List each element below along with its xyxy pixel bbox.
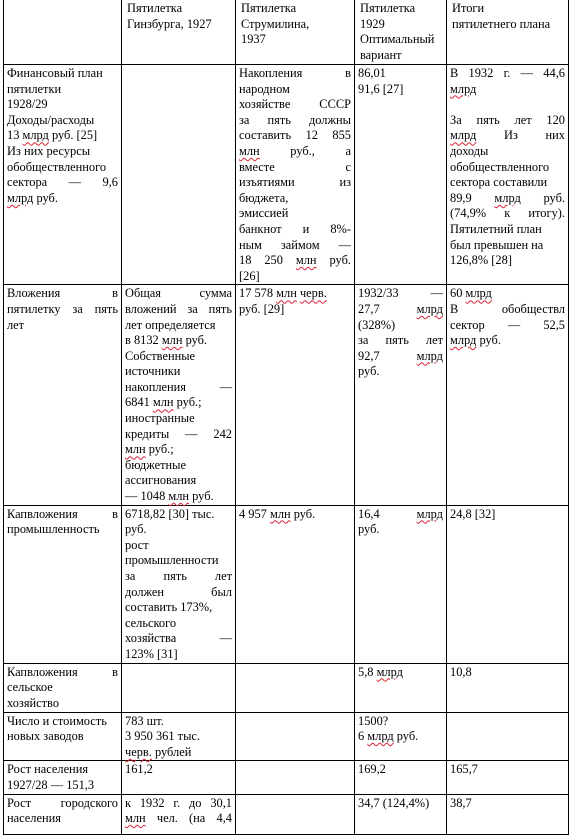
cell-line: 13 млрд руб. [25]: [7, 128, 98, 143]
cell-line: Финансовый план: [7, 66, 103, 80]
cell-line: млн руб., а: [239, 143, 351, 158]
cell-line: иностранные: [125, 411, 195, 426]
table-row: [4, 794, 569, 834]
cell-line: лет: [7, 317, 25, 332]
header-line: Итоги: [452, 1, 485, 15]
cell-line: млн руб.;: [125, 442, 174, 457]
data-cell: [355, 761, 447, 794]
header-line: Пятилетка: [127, 1, 183, 15]
cell-line: — 1048 млн руб.: [125, 489, 214, 504]
cell-line: 1928/29: [7, 97, 48, 112]
cell-line: 783 шт.: [125, 713, 164, 728]
cell-line: руб.: [358, 522, 380, 537]
cell-line: Из них ресурсы: [7, 143, 91, 158]
cell-line: 92,7 млрд: [358, 348, 443, 363]
cell-line: руб.: [358, 364, 380, 379]
cell-line: пятилетки: [7, 81, 62, 96]
cell-line: [450, 97, 565, 113]
cell-line: народном: [239, 81, 290, 96]
row-label-cell: [4, 505, 122, 663]
header-line: Пятилетка: [360, 1, 416, 15]
cell-line: Общая сумма: [125, 286, 232, 301]
table-row: [4, 712, 569, 761]
cell-line: сельского: [125, 615, 177, 630]
table-row: [4, 65, 569, 285]
cell-line: накопления —: [125, 379, 232, 394]
cell-line: в 8132 млн руб.: [125, 333, 208, 348]
data-cell: [447, 285, 569, 505]
cell-line: кредиты — 242: [125, 426, 232, 441]
cell-line: 161,2: [125, 762, 153, 777]
cell-line: Рост городского: [7, 795, 118, 810]
cell-line: к 1932 г. до 30,1: [125, 795, 232, 810]
cell-line: 91,6 [27]: [358, 81, 404, 96]
header-strumilin-1937: [236, 0, 355, 65]
cell-line: лет определяется: [125, 317, 216, 332]
header-cell-empty: [4, 0, 122, 65]
cell-line: эмиссией: [239, 206, 289, 221]
data-cell: [236, 65, 355, 285]
cell-line: 60 млрд: [450, 286, 492, 301]
row-label-cell: [4, 712, 122, 761]
cell-line: Накопления в: [239, 66, 351, 80]
cell-line: 6718,82 [30] тыс.: [125, 506, 215, 521]
cell-line: хозяйства —: [125, 631, 232, 646]
table-row: [4, 505, 569, 663]
cell-line: пятилетку за пять: [7, 301, 118, 316]
header-line: Струмилина,: [241, 16, 310, 31]
data-cell: [122, 505, 236, 663]
cell-line: млрд Из них: [450, 128, 565, 143]
row-label-cell: [4, 761, 122, 794]
cell-line: составить 173%,: [125, 600, 213, 615]
header-line: Оптимальный: [360, 32, 435, 47]
data-cell: [122, 794, 236, 834]
data-cell: [122, 285, 236, 505]
cell-line: источники: [125, 364, 181, 379]
cell-line: 126,8% [28]: [450, 253, 512, 268]
cell-line: сектора составили: [450, 175, 548, 190]
table-row: [4, 285, 569, 505]
header-1929-optimal: [355, 0, 447, 65]
cell-line: сектор — 52,5: [450, 317, 565, 332]
cell-line: Доходы/расходы: [7, 112, 95, 127]
cell-line: хозяйстве СССР: [239, 97, 351, 112]
cell-line: Рост населения: [7, 762, 89, 777]
cell-line: бюджета,: [239, 190, 289, 205]
header-ginzburg-1927: [122, 0, 236, 65]
data-cell: [236, 794, 355, 834]
cell-line: 16,4 млрд: [358, 506, 443, 521]
header-row: [4, 0, 569, 65]
header-line: пятилетнего плана: [452, 16, 551, 31]
data-cell: [447, 663, 569, 712]
cell-line: Капвложения в: [7, 664, 118, 679]
header-line: Гинзбурга, 1927: [127, 16, 212, 31]
cell-line: рост: [125, 537, 149, 552]
cell-line: 165,7: [450, 762, 478, 777]
row-label-cell: [4, 663, 122, 712]
cell-line: промышленность: [7, 522, 100, 537]
cell-line: новых заводов: [7, 729, 84, 744]
data-cell: [122, 65, 236, 285]
cell-line: 6 млрд руб.: [358, 729, 419, 744]
cell-line: за пять должны: [239, 112, 351, 127]
header-results: [447, 0, 569, 65]
data-cell: [236, 712, 355, 761]
data-cell: [447, 761, 569, 794]
header-line: 1937: [241, 32, 266, 47]
cell-line: 38,7: [450, 795, 472, 810]
cell-line: млн чел. (на 4,4: [125, 811, 232, 826]
cell-line: Пятилетний план: [450, 221, 542, 236]
cell-line: 1500?: [358, 713, 389, 728]
data-cell: [447, 794, 569, 834]
cell-line: 3 950 361 тыс.: [125, 729, 200, 744]
data-cell: [355, 285, 447, 505]
data-cell: [355, 65, 447, 285]
cell-line: банкнот и 8%-: [239, 221, 351, 236]
cell-line: должен был: [125, 584, 232, 599]
data-cell: [122, 712, 236, 761]
data-cell: [355, 712, 447, 761]
cell-line: ассигнования: [125, 473, 197, 488]
cell-line: Собственные: [125, 348, 196, 363]
cell-line: обобществленного: [450, 159, 550, 174]
data-cell: [355, 505, 447, 663]
header-line: вариант: [360, 47, 402, 62]
table-row: [4, 663, 569, 712]
data-cell: [447, 712, 569, 761]
cell-line: 169,2: [358, 762, 386, 777]
cell-line: 17 578 млн черв.: [239, 286, 327, 301]
data-cell: [236, 663, 355, 712]
cell-line: был превышен на: [450, 237, 544, 252]
data-cell: [122, 761, 236, 794]
cell-line: млрд: [450, 81, 477, 96]
cell-line: обобществленного: [7, 159, 107, 174]
cell-line: Вложения в: [7, 286, 118, 301]
cell-line: 4 957 млн руб.: [239, 506, 316, 521]
cell-line: 24,8 [32]: [450, 506, 496, 521]
cell-line: 89,9 млрд руб.: [450, 190, 565, 205]
header-line: Пятилетка: [241, 1, 297, 15]
cell-line: Число и стоимость: [7, 713, 107, 728]
cell-line: за пять лет: [358, 333, 443, 348]
cell-line: 34,7 (124,4%): [358, 795, 430, 810]
data-cell: [355, 663, 447, 712]
cell-line: промышленности: [125, 553, 219, 568]
cell-line: (328%): [358, 317, 396, 332]
cell-line: млрд руб.: [7, 190, 58, 205]
cell-line: ным займом —: [239, 237, 351, 252]
cell-line: (74,9% к итогу).: [450, 206, 565, 221]
data-cell: [236, 285, 355, 505]
cell-line: За пять лет 120: [450, 112, 565, 127]
header-line: 1929: [360, 16, 385, 31]
data-cell: [447, 65, 569, 285]
cell-line: вместе с: [239, 159, 351, 174]
data-cell: [447, 505, 569, 663]
cell-line: 1927/28 — 151,3: [7, 777, 95, 792]
cell-line: 6841 млн руб.;: [125, 395, 202, 410]
cell-line: бюджетные: [125, 457, 187, 472]
data-cell: [122, 663, 236, 712]
cell-line: 123% [31]: [125, 646, 178, 661]
five-year-plan-table: [3, 0, 569, 835]
cell-line: руб.: [125, 522, 147, 537]
table-row: [4, 761, 569, 794]
cell-line: изъятиями из: [239, 175, 351, 190]
cell-line: хозяйство: [7, 695, 60, 710]
cell-line: В 1932 г. — 44,6: [450, 66, 565, 80]
cell-line: за пять лет: [125, 569, 232, 583]
cell-line: доходы: [450, 143, 489, 158]
row-label-cell: [4, 65, 122, 285]
cell-line: 10,8: [450, 664, 472, 679]
cell-line: вложений за пять: [125, 301, 232, 316]
cell-line: 18 250 млн руб.: [239, 253, 351, 268]
cell-line: Капвложения в: [7, 506, 118, 521]
cell-line: 5,8 млрд: [358, 664, 403, 679]
data-cell: [355, 794, 447, 834]
cell-line: [26]: [239, 268, 260, 283]
cell-line: 1932/33 —: [358, 286, 443, 301]
cell-line: составить 12 855: [239, 128, 351, 143]
cell-line: 27,7 млрд: [358, 301, 443, 316]
cell-line: сельское: [7, 680, 53, 695]
row-label-cell: [4, 794, 122, 834]
cell-line: черв. рублей: [125, 744, 192, 759]
cell-line: млрд руб.: [450, 333, 501, 348]
cell-line: В обобществл: [450, 301, 565, 316]
cell-line: сектора — 9,6: [7, 175, 118, 190]
cell-line: руб. [29]: [239, 301, 285, 316]
cell-line: 86,01: [358, 66, 386, 80]
data-cell: [236, 761, 355, 794]
row-label-cell: [4, 285, 122, 505]
cell-line: населения: [7, 811, 61, 826]
data-cell: [236, 505, 355, 663]
